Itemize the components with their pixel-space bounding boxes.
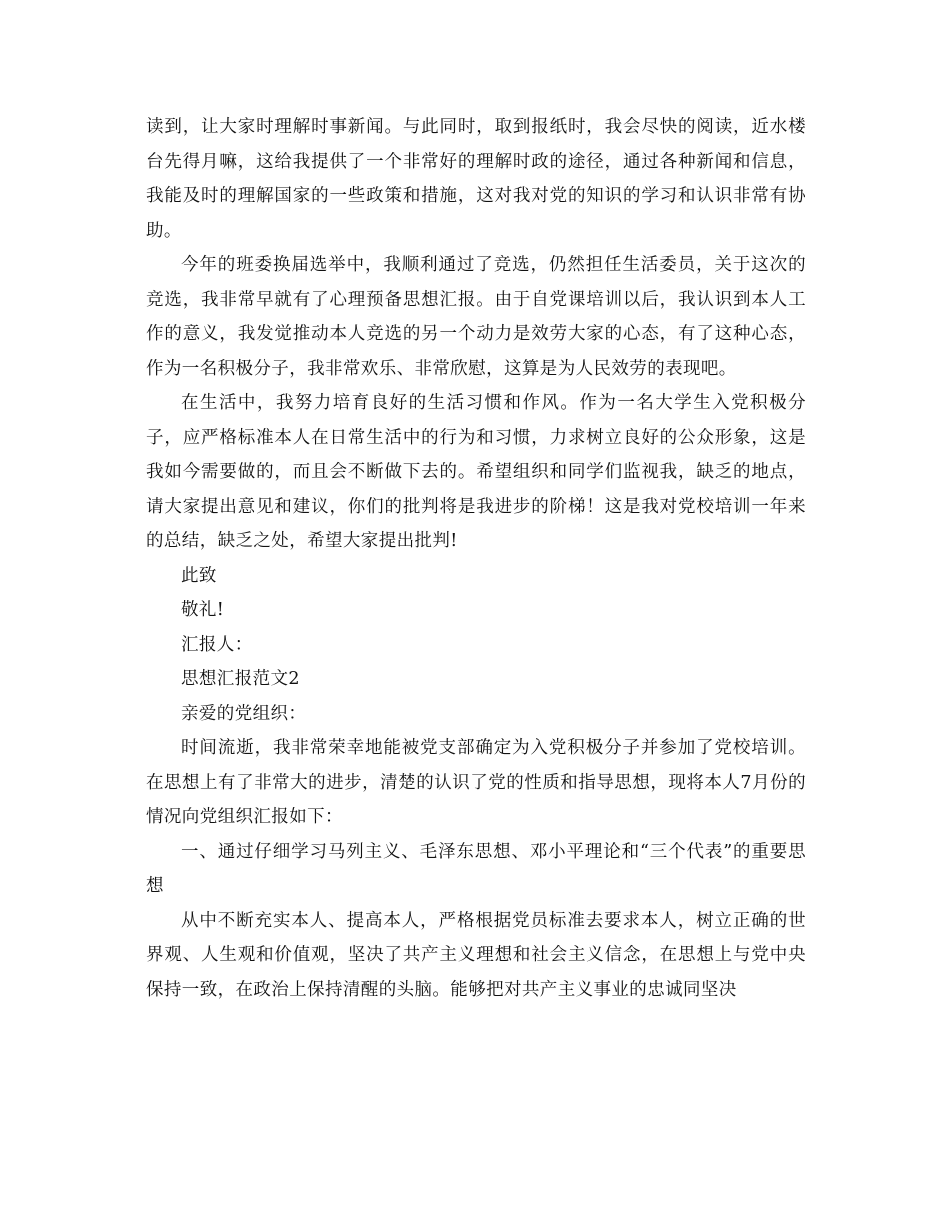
paragraph-intro: 时间流逝，我非常荣幸地能被党支部确定为入党积极分子并参加了党校培训。在思想上有了非常大的进步，清楚的认识了党的性质和指导思想，现将本人7月份的情况向党组织汇报如下： bbox=[146, 738, 806, 827]
paragraph-daily-life: 在生活中，我努力培育良好的生活习惯和作风。作为一名大学生入党积极分子，应严格标准本人在日常生活中的行为和习惯，力求树立良好的公众形象，这是我如今需要做的，而且会不断做下去的。希望组织和同学们监视我，缺乏的地点，请大家提出意见和建议，你们的批判将是我进步的阶梯！这是我对党校培训一年来的总结，缺乏之处，希望大家提出批判! bbox=[146, 393, 806, 551]
closing-salutation: 此致 bbox=[181, 565, 217, 586]
section-title: 思想汇报范文2 bbox=[181, 669, 300, 689]
document-body bbox=[146, 110, 806, 1007]
closing-regards: 敬礼! bbox=[181, 600, 225, 620]
paragraph-self-improvement: 从中不断充实本人、提高本人，严格根据党员标准去要求本人，树立正确的世界观、人生观和价值观，坚决了共产主义理想和社会主义信念，在思想上与党中央保持一致，在政治上保持清醒的头脑。能够把对共产主义事业的忠诚同坚决 bbox=[146, 910, 806, 1000]
paragraph-class-election: 今年的班委换届选举中，我顺利通过了竞选，仍然担任生活委员，关于这次的竞选，我非常早就有了心理预备思想汇报。由于自党课培训以后，我认识到本人工作的意义，我发觉推动本人竞选的另一个动力是效劳大家的心态，有了这种心态，作为一名积极分子，我非常欢乐、非常欣慰，这算是为人民效劳的表现吧。 bbox=[146, 255, 806, 379]
reporter-label: 汇报人： bbox=[181, 634, 253, 655]
paragraph-news-reading: 读到，让大家时理解时事新闻。与此同时，取到报纸时，我会尽快的阅读，近水楼台先得月嘛，这给我提供了一个非常好的理解时政的途径，通过各种新闻和信息，我能及时的理解国家的一些政策和措施，这对我对党的知识的学习和认识非常有协助。 bbox=[146, 117, 806, 241]
paragraph-heading-one: 一、通过仔细学习马列主义、毛泽东思想、邓小平理论和“三个代表”的重要思想 bbox=[146, 841, 806, 896]
greeting: 亲爱的党组织： bbox=[181, 703, 307, 724]
